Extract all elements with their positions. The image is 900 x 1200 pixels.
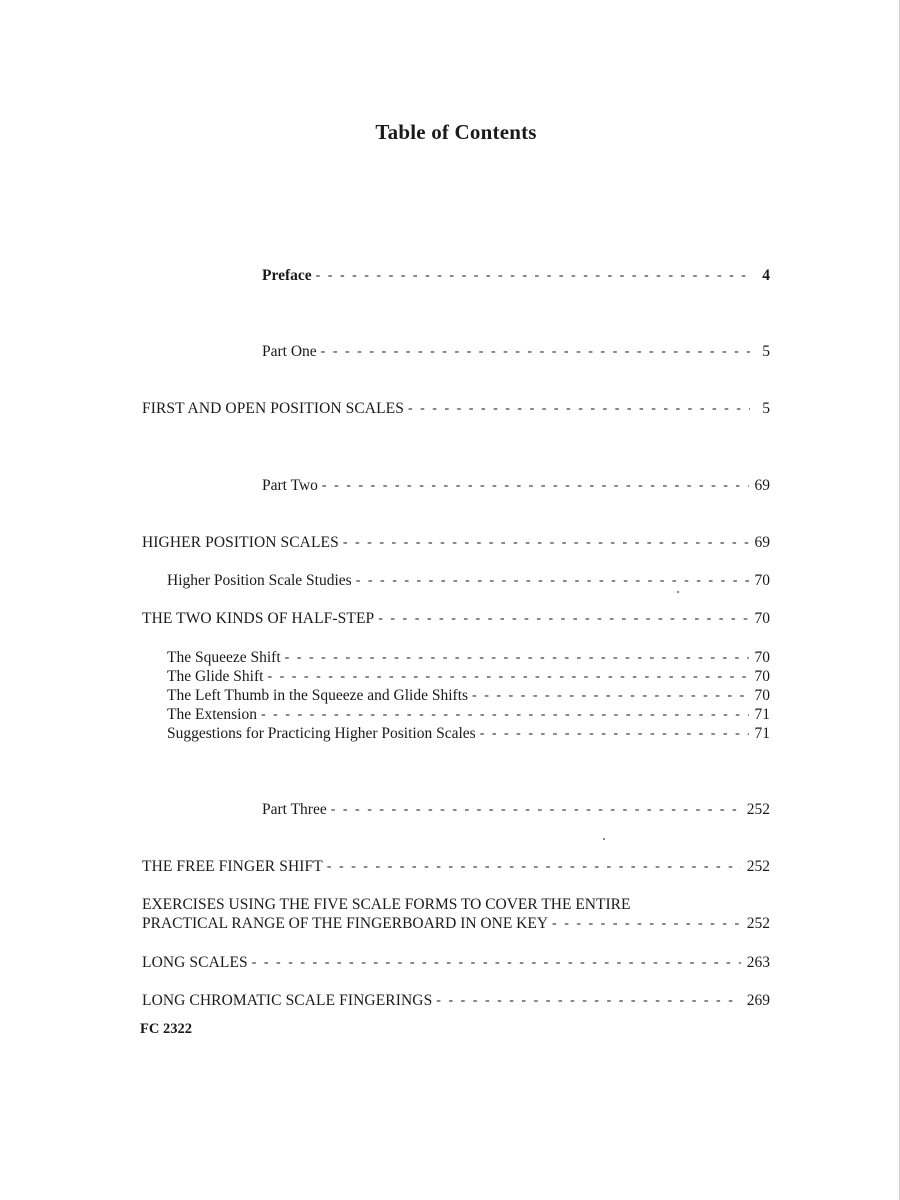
toc-entry-page: 263	[746, 954, 770, 971]
toc-entry-suggestions	[167, 724, 770, 743]
toc-entry-higher-studies	[167, 571, 770, 590]
toc-entry-label: FIRST AND OPEN POSITION SCALES	[142, 400, 404, 417]
toc-entry-page: 70	[754, 610, 770, 627]
leader-dots	[327, 857, 741, 876]
toc-entry-page: 71	[754, 725, 770, 742]
toc-entry-exercises	[142, 895, 770, 933]
leader-dots	[331, 800, 741, 819]
toc-entry-page: 252	[746, 915, 770, 932]
toc-entry-label: The Extension	[167, 706, 257, 723]
toc-entry-page: 5	[762, 400, 770, 417]
toc-entry-free-finger	[142, 857, 770, 876]
toc-entry-long-scales	[142, 953, 770, 972]
toc-entry-page: 252	[746, 858, 770, 875]
toc-entry-part-one	[262, 342, 770, 361]
leader-dots	[378, 609, 748, 628]
toc-entry-page: 70	[754, 687, 770, 704]
toc-entry-part-two	[262, 476, 770, 495]
leader-dots	[261, 705, 749, 724]
scan-speck	[603, 838, 605, 840]
toc-entry-label-line-2: PRACTICAL RANGE OF THE FINGERBOARD IN ONE KEY	[142, 915, 549, 932]
leader-dots	[408, 399, 750, 418]
toc-entry-page: 269	[746, 992, 770, 1009]
toc-entry-squeeze-shift	[167, 648, 770, 667]
scan-speck	[677, 591, 679, 593]
toc-entry-page: 70	[754, 572, 770, 589]
toc-entry-left-thumb	[167, 686, 770, 705]
toc-entry-higher-position	[142, 533, 770, 552]
leader-dots	[480, 724, 749, 743]
toc-entry-label: Suggestions for Practicing Higher Position Scales	[167, 725, 476, 742]
toc-entry-page: 69	[754, 477, 770, 494]
toc-entry-label: Part One	[262, 343, 317, 360]
toc-entry-two-kinds	[142, 609, 770, 628]
toc-entry-page: 4	[762, 267, 770, 284]
catalog-code: FC 2322	[140, 1021, 192, 1037]
toc-entry-page: 71	[754, 706, 770, 723]
toc-entry-label: The Glide Shift	[167, 668, 264, 685]
toc-entry-label: LONG CHROMATIC SCALE FINGERINGS	[142, 992, 433, 1009]
leader-dots	[321, 342, 750, 361]
leader-dots	[343, 533, 749, 552]
toc-entry-label: Part Three	[262, 801, 327, 818]
toc-entry-label: The Squeeze Shift	[167, 649, 281, 666]
toc-entry-page: 252	[746, 801, 770, 818]
toc-entry-glide-shift	[167, 667, 770, 686]
toc-entry-label: LONG SCALES	[142, 954, 248, 971]
leader-dots	[436, 991, 740, 1010]
leader-dots	[472, 686, 748, 705]
toc-entry-first-open-position	[142, 399, 770, 418]
leader-dots	[285, 648, 749, 667]
toc-entry-page: 70	[754, 668, 770, 685]
toc-entry-page: 69	[754, 534, 770, 551]
leader-dots	[267, 667, 748, 686]
leader-dots	[316, 266, 750, 285]
toc-entry-label: HIGHER POSITION SCALES	[142, 534, 339, 551]
toc-entry-label: THE FREE FINGER SHIFT	[142, 858, 323, 875]
toc-entry-preface	[262, 266, 770, 285]
leader-dots	[322, 476, 749, 495]
toc-entry-label: The Left Thumb in the Squeeze and Glide Shifts	[167, 687, 469, 704]
toc-entry-label: Preface	[262, 267, 312, 284]
leader-dots	[552, 914, 741, 933]
toc-entry-label-line-1: EXERCISES USING THE FIVE SCALE FORMS TO COVER THE ENTIRE	[142, 896, 631, 913]
toc-entry-line-2	[142, 914, 770, 933]
leader-dots	[252, 953, 741, 972]
leader-dots	[356, 571, 749, 590]
toc-entry-long-chromatic	[142, 991, 770, 1010]
toc-entry-page: 5	[762, 343, 770, 360]
page-title: Table of Contents	[375, 120, 537, 144]
toc-entry-page: 70	[754, 649, 770, 666]
toc-entry-label: Part Two	[262, 477, 318, 494]
toc-entry-part-three	[262, 800, 770, 819]
toc-entry-extension	[167, 705, 770, 724]
toc-entry-label: THE TWO KINDS OF HALF-STEP	[142, 610, 375, 627]
toc-entry-label: Higher Position Scale Studies	[167, 572, 352, 589]
